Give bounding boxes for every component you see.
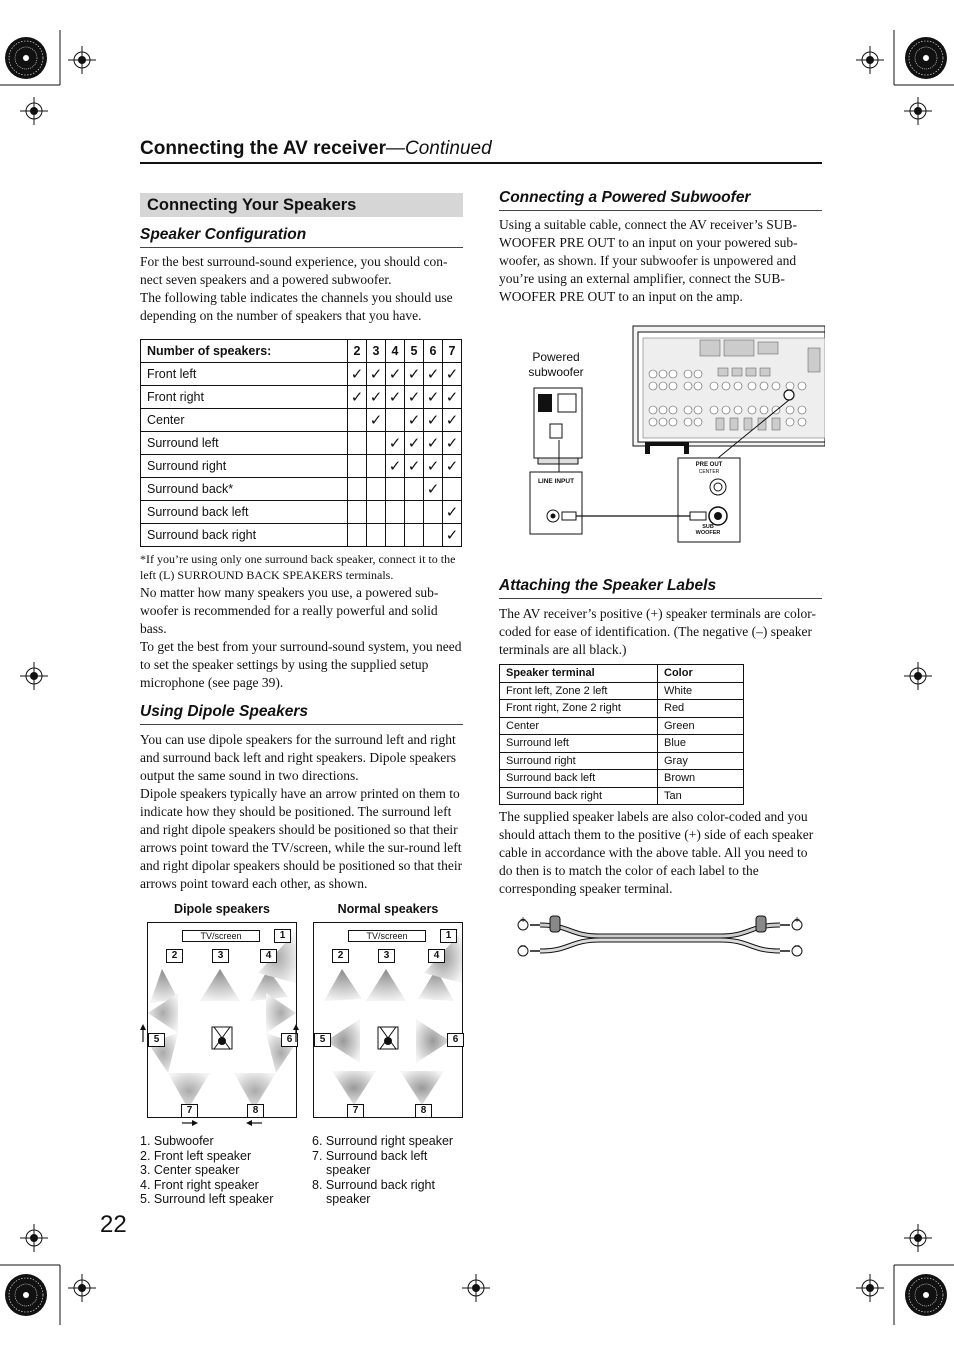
legend-item: speaker	[326, 1163, 371, 1177]
speaker-config-para-2: To get the best from your surround-sound system, you need to set the speaker settings by using the supplied setup microphone (see page 39).	[140, 639, 462, 690]
empty-cell	[405, 524, 424, 547]
empty-cell	[367, 455, 386, 478]
legend-item: 5. Surround left speaker	[140, 1192, 274, 1206]
empty-cell	[386, 524, 405, 547]
powered-label-line1: Powered	[532, 350, 580, 364]
check-mark-icon: ✓	[386, 363, 405, 386]
legend-item: 8. Surround back right	[312, 1177, 435, 1192]
table-row	[141, 409, 462, 432]
empty-cell	[386, 409, 405, 432]
table-row	[141, 501, 462, 524]
table-header-col: 4	[386, 340, 405, 363]
check-mark-icon: ✓	[424, 386, 443, 409]
terminal-cell: Center	[500, 717, 658, 735]
table-header-color: Color	[658, 665, 744, 683]
table-row	[141, 524, 462, 547]
table-row	[500, 717, 744, 735]
speaker-number-7: 7	[347, 1104, 364, 1118]
check-mark-icon: ✓	[405, 409, 424, 432]
table-header-col: 6	[424, 340, 443, 363]
legend-item: speaker	[326, 1192, 371, 1206]
speaker-cable-illustration	[510, 908, 810, 960]
check-mark-icon: ✓	[348, 363, 367, 386]
empty-cell	[348, 409, 367, 432]
dipole-para-1: You can use dipole speakers for the surround left and right and surround back left and right speakers. Dipole speakers output the same sound in two directions.	[140, 732, 457, 783]
legend-left	[140, 1134, 273, 1207]
powered-subwoofer-unit	[534, 388, 582, 464]
speaker-config-intro-1: For the best surround-sound experience, you should con-nect seven speakers and a powered subwoofer.	[140, 254, 448, 287]
speaker-number-4: 4	[260, 949, 277, 963]
dipole-heading: Using Dipole Speakers	[140, 703, 463, 725]
table-row	[500, 787, 744, 805]
terminal-cell: Front left, Zone 2 left	[500, 682, 658, 700]
speaker-number-5: 5	[148, 1033, 165, 1047]
legend-item: 7. Surround back left	[312, 1148, 428, 1163]
terminal-cell: Front right, Zone 2 right	[500, 700, 658, 718]
empty-cell	[348, 501, 367, 524]
check-mark-icon: ✓	[424, 478, 443, 501]
dipole-para-2: Dipole speakers typically have an arrow printed on them to indicate how they should be positioned. The surround left and right dipole speakers should be positioned so that their arrows point toward the TV/screen, while the sur-round left and right dipolar speakers should be positioned so that their arrows point toward each other, as shown.	[140, 786, 463, 891]
color-cell: Red	[658, 700, 744, 718]
legend-item: 1. Subwoofer	[140, 1134, 214, 1148]
table-row	[500, 700, 744, 718]
speaker-number-7: 7	[181, 1104, 198, 1118]
table-row	[141, 363, 462, 386]
empty-cell	[367, 501, 386, 524]
sub-label-line1: SUB	[702, 524, 714, 530]
color-cell: Tan	[658, 787, 744, 805]
table-header-col: 7	[443, 340, 462, 363]
header-title: Connecting the AV receiver	[140, 138, 387, 159]
legend-item: 4. Front right speaker	[140, 1177, 259, 1192]
check-mark-icon: ✓	[424, 455, 443, 478]
section-title: Connecting Your Speakers	[140, 193, 463, 217]
table-header-row	[141, 340, 462, 363]
page-number: 22	[100, 1211, 127, 1238]
speaker-labels-para-1: The AV receiver’s positive (+) speaker terminals are color-coded for ease of identification. (The negative (–) speaker terminals are all black.)	[499, 606, 816, 657]
legend-item: 2. Front left speaker	[140, 1148, 252, 1163]
check-mark-icon: ✓	[405, 363, 424, 386]
sub-label-line2: WOOFER	[695, 530, 721, 536]
subwoofer-para: Using a suitable cable, connect the AV receiver’s SUB-WOOFER PRE OUT to an input on your powered sub-woofer, as shown. If your subwoofer is unpowered and you’re using an external amplifier, connect the SUB-WOOFER PRE OUT to an input on the amp.	[499, 217, 798, 304]
speaker-number-1: 1	[440, 929, 457, 943]
speaker-config-intro	[140, 253, 463, 325]
speaker-config-heading: Speaker Configuration	[140, 226, 463, 248]
terminal-cell: Surround back right	[500, 787, 658, 805]
speaker-config-para-1: No matter how many speakers you use, a powered sub-woofer is recommended for a really powerful and solid bass.	[140, 585, 439, 636]
color-code-table	[499, 664, 744, 805]
empty-cell	[405, 501, 424, 524]
empty-cell	[348, 478, 367, 501]
row-label: Surround back right	[141, 524, 348, 547]
row-label: Surround back left	[141, 501, 348, 524]
table-footnote: *If you’re using only one surround back speaker, connect it to the left (L) SURROUND BACK SPEAKERS terminals.	[140, 552, 456, 582]
plus-icon: +	[520, 915, 526, 926]
empty-cell	[405, 478, 424, 501]
check-mark-icon: ✓	[386, 432, 405, 455]
speaker-number-3: 3	[378, 949, 395, 963]
dipole-arrows	[136, 1022, 306, 1128]
color-cell: Blue	[658, 735, 744, 753]
speaker-config-table	[140, 339, 462, 547]
table-header-row	[500, 665, 744, 683]
check-mark-icon: ✓	[405, 455, 424, 478]
empty-cell	[367, 524, 386, 547]
empty-cell	[424, 524, 443, 547]
check-mark-icon: ✓	[443, 455, 462, 478]
speaker-label-right	[756, 916, 766, 932]
table-row	[500, 682, 744, 700]
receiver-back-panel	[633, 326, 825, 454]
table-row	[500, 752, 744, 770]
empty-cell	[367, 478, 386, 501]
speaker-number-5: 5	[314, 1033, 331, 1047]
check-mark-icon: ✓	[424, 409, 443, 432]
color-cell: Green	[658, 717, 744, 735]
terminal-cell: Surround right	[500, 752, 658, 770]
check-mark-icon: ✓	[405, 432, 424, 455]
page-header	[140, 138, 822, 164]
check-mark-icon: ✓	[424, 432, 443, 455]
row-label: Surround left	[141, 432, 348, 455]
terminal-cell: Surround left	[500, 735, 658, 753]
speaker-number-2: 2	[332, 949, 349, 963]
table-row	[141, 432, 462, 455]
check-mark-icon: ✓	[367, 363, 386, 386]
speaker-label-left	[550, 916, 560, 932]
speaker-number-1: 1	[274, 929, 291, 943]
table-header-col: 3	[367, 340, 386, 363]
speaker-number-8: 8	[415, 1104, 432, 1118]
normal-diagram-caption: Normal speakers	[337, 902, 439, 916]
empty-cell	[386, 501, 405, 524]
header-continued: —Continued	[386, 138, 492, 159]
table-header-col: 2	[348, 340, 367, 363]
table-row	[500, 735, 744, 753]
tv-screen-label: TV/screen	[182, 930, 260, 942]
table-row	[141, 386, 462, 409]
plus-icon: +	[794, 915, 800, 926]
empty-cell	[386, 478, 405, 501]
check-mark-icon: ✓	[443, 524, 462, 547]
check-mark-icon: ✓	[348, 386, 367, 409]
speaker-number-3: 3	[212, 949, 229, 963]
subwoofer-heading: Connecting a Powered Subwoofer	[499, 189, 822, 211]
pre-out-label: PRE OUT	[695, 462, 723, 468]
empty-cell	[348, 524, 367, 547]
row-label: Front right	[141, 386, 348, 409]
check-mark-icon: ✓	[443, 501, 462, 524]
empty-cell	[424, 501, 443, 524]
speaker-number-6: 6	[281, 1033, 298, 1047]
legend-right	[312, 1134, 453, 1207]
minus-icon: −	[794, 941, 800, 952]
line-input-label: LINE INPUT	[537, 478, 575, 485]
table-header-terminal: Speaker terminal	[500, 665, 658, 683]
center-label: CENTER	[698, 469, 720, 475]
terminal-cell: Surround back left	[500, 770, 658, 788]
check-mark-icon: ✓	[405, 386, 424, 409]
check-mark-icon: ✓	[386, 455, 405, 478]
row-label: Front left	[141, 363, 348, 386]
color-cell: Brown	[658, 770, 744, 788]
color-cell: Gray	[658, 752, 744, 770]
speaker-labels-para-2: The supplied speaker labels are also color-coded and you should attach them to the positive (+) side of each speaker cable in accordance with the above table. All you need to do then is to match the color of each label to the corresponding speaker terminal.	[499, 809, 814, 896]
check-mark-icon: ✓	[443, 409, 462, 432]
speaker-number-2: 2	[166, 949, 183, 963]
check-mark-icon: ✓	[367, 386, 386, 409]
empty-cell	[348, 432, 367, 455]
powered-label-line2: subwoofer	[528, 365, 584, 379]
check-mark-icon: ✓	[443, 386, 462, 409]
check-mark-icon: ✓	[367, 409, 386, 432]
check-mark-icon: ✓	[424, 363, 443, 386]
table-header-label: Number of speakers:	[141, 340, 348, 363]
speaker-labels-heading: Attaching the Speaker Labels	[499, 577, 822, 599]
subwoofer-recommendation	[140, 584, 463, 692]
table-row	[500, 770, 744, 788]
check-mark-icon: ✓	[386, 386, 405, 409]
check-mark-icon: ✓	[443, 432, 462, 455]
dipole-text	[140, 731, 463, 893]
table-row	[141, 455, 462, 478]
row-label: Surround right	[141, 455, 348, 478]
empty-cell	[348, 455, 367, 478]
color-cell: White	[658, 682, 744, 700]
speaker-config-intro-2: The following table indicates the channels you should use depending on the number of speakers that you have.	[140, 290, 453, 323]
speaker-number-4: 4	[428, 949, 445, 963]
legend-item: 3. Center speaker	[140, 1163, 240, 1177]
table-header-col: 5	[405, 340, 424, 363]
speaker-number-8: 8	[247, 1104, 264, 1118]
sub-woofer-label	[688, 524, 728, 536]
subwoofer-connection-diagram	[520, 322, 825, 544]
check-mark-icon: ✓	[443, 363, 462, 386]
empty-cell	[367, 432, 386, 455]
tv-screen-label: TV/screen	[348, 930, 426, 942]
row-label: Center	[141, 409, 348, 432]
speaker-number-6: 6	[447, 1033, 464, 1047]
legend-item: 6. Surround right speaker	[312, 1134, 454, 1148]
normal-diagram	[313, 922, 463, 1118]
minus-icon: −	[520, 941, 526, 952]
table-row	[141, 478, 462, 501]
empty-cell	[443, 478, 462, 501]
row-label: Surround back*	[141, 478, 348, 501]
listener-icon	[378, 1027, 398, 1049]
dipole-diagram-caption: Dipole speakers	[174, 902, 270, 916]
